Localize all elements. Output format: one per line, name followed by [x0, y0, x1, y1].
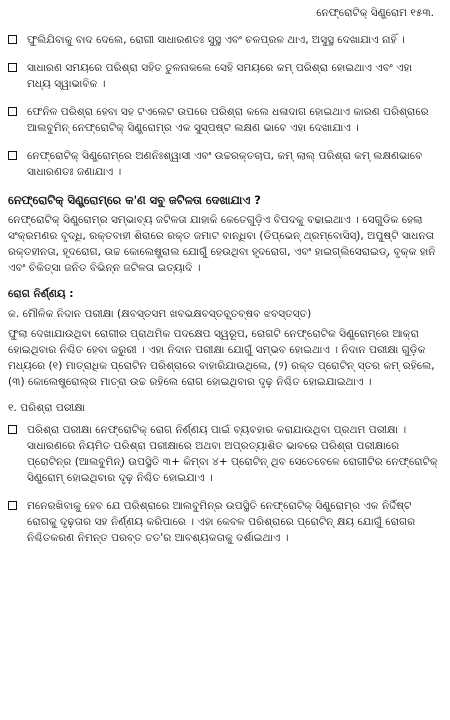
bullet-text: ସାଧାରଣ ସମୟରେ ପରିଶ୍ରା ସହିତ ତୁଳନାକଲେ ସେହି ସମୟରେ କମ୍ ପରିଶ୍ରା ହୋଇଥାଏ ଏବଂ ଏହା ମଧ୍ୟ ସ୍ୱାଭାବିକ ।: [27, 62, 413, 90]
checkbox-bullet-icon: [8, 425, 17, 434]
bullet-text: ନେଫ୍ରୋଟିକ୍ ସିଣ୍ଡ୍ରୋମ୍‌ରେ ଅଣନିଃଶ୍ୱାସୀ ଏବଂ ଉଚ୍ଚରକ୍ତଚାପ, କମ୍ ଲାଲ୍ ପରିଶ୍ରା କମ୍ ଲକ୍ଷଣଭାବେ ସାଧାରଣତଃ ଜଣାଯାଏ ।: [27, 150, 423, 178]
bullet-item: [8, 498, 438, 546]
bullet-text: ଫୁଲିଯିବାକୁ ବାଦ ଦେଲେ, ରୋଗୀ ସାଧାରଣତଃ ସୁସ୍ଥ ଏବଂ ଚଳପ୍ରଳ ଥାଏ, ଅସୁସ୍ଥ ଦେଖାଯାଏ ନାହିଁ ।: [27, 34, 405, 46]
bullet-item: [8, 104, 438, 136]
bullet-text: ଫେନିଳ ପରିଶ୍ରା ହେବା ସହ ଟଏଲେଟ ଉପରେ ପରିଶ୍ରା କଲେ ଧଳାଦାଗ ହୋଇଥାଏ କାରଣ ପରିଶ୍ରାରେ ଆଲବୁମିନ୍ ନେଫ୍ରୋଟିକ୍ ସିଣ୍ଡ୍ରୋମ୍‌ର ଏକ ସୁସ୍ପଷ୍ଟ ଲକ୍ଷଣ ଭାବେ ଏହା ଦେଖାଯାଏ ।: [27, 106, 429, 134]
bullet-item: [8, 60, 438, 92]
urine-test-heading: ୧. ପରିଶ୍ରା ପରୀକ୍ଷା: [8, 402, 86, 414]
checkbox-bullet-icon: [8, 63, 17, 72]
bullet-item: [8, 422, 438, 486]
diagnosis-heading: ରୋଗ ନିର୍ଣ୍ଣୟ :: [8, 288, 74, 300]
diagnosis-subheading: କ. ମୌଳିକ ନିଦାନ ପରୀକ୍ଷା (କ୍ଷବସ୍ତସମ ଖବଭକ୍ଷବସ୍ତବ୍ସ୍ତବ୍ଷବ ଝବସ୍ତସ୍ତ): [8, 308, 312, 320]
bullet-item: [8, 32, 438, 48]
complications-heading: ନେଫ୍ରୋଟିକ୍ ସିଣ୍ଡ୍ରୋମ୍‌ରେ କ'ଣ ସବୁ ଜଟିଳତା ଦେଖାଯାଏ ?: [8, 193, 261, 207]
checkbox-bullet-icon: [8, 35, 17, 44]
checkbox-bullet-icon: [8, 151, 17, 160]
checkbox-bullet-icon: [8, 107, 17, 116]
bullet-item: [8, 148, 438, 180]
complications-paragraph: ନେଫ୍ରୋଟିକ୍ ସିଣ୍ଡ୍ରୋମ୍‌ର ସମ୍ଭାବ୍ୟ ଜଟିଳତା ଯାହାକି କେତେଗୁଡ଼ିଏ ବିପଦକୁ ବଢାଇଥାଏ । ସେଗୁଡିକ ହେଲା ସଂକ୍ରମଣର ବୃଦ୍ଧି, ରକ୍ତବାହୀ ଶିରାରେ ରକ୍ତ ଜମାଟ ବାନ୍ଧିବା (ଡିପ୍‌ଭେନ୍ ଥ୍ରମ୍ବୋସିସ୍), ଅପୁଷ୍ଟି ସାଧନତା ରକ୍ତହୀନତା, ହୃଦରୋଗ, ଉଚ୍ଚ କୋଲେଷ୍ଟ୍ରାଲ ଯୋଗୁଁ ହେଉଥିବା ହୃଦରୋଗ, ଏବଂ ହାଇଗ୍ଲିସେରାଇଡ୍, ବୃକ୍କ ହାନି ଏବଂ ଚିକିତ୍ସା ଜନିତ ବିଭିନ୍ନ ଜଟିଳତା ଇତ୍ୟାଦି ।: [8, 214, 436, 274]
checkbox-bullet-icon: [8, 501, 17, 510]
diagnosis-paragraph: ଫୁଲା ଦେଖାଯାଉଥିବା ରୋଗୀର ପ୍ରାଥମିକ ପଦକ୍ଷେପ ସ୍ୱରୂପ, ରୋଗଟି ନେଫ୍ରୋଟିକ ସିଣ୍ଡ୍ରୋମ୍‌ରେ ଆକ୍ରା ହୋଇଥିବାର ନିଶ୍ଚିତ ହେବା ଜରୁରୀ । ଏହା ନିଦାନ ପରୀକ୍ଷା ଯୋଗୁଁ ସମ୍ଭବ ହୋଇଥାଏ । ନିଦାନ ପରୀକ୍ଷା ଗୁଡ଼ିକ ମଧ୍ୟରେ (୧) ମାତ୍ରାଧିକ ପ୍ରୋଟିନ ପରିଶ୍ରାରେ ବାହାରିଯାଉଥିଲେ, (୨) ରକ୍ତ ପ୍ରୋଟିନ୍ ସ୍ତର କମ୍ ରହିଲେ, (୩) କୋଲେଷ୍ଟ୍ରୋଲ୍‌ର ମାତ୍ରା ଉଚ୍ଚ ରହିଲେ ରୋଗ ହୋଇଥିବାର ଦୃଢ଼ ନିଶ୍ଚିତ ହୋଇଯାଇଥାଏ ।: [8, 328, 435, 388]
bullet-text: ପରିଶ୍ରା ପରୀକ୍ଷା ନେଫ୍ରୋଟିକ୍ ରୋଗ ନିର୍ଣ୍ଣୟ ପାଇଁ ବ୍ୟବହାର କରାଯାଉଥିବା ପ୍ରଥମ ପରୀକ୍ଷା । ସାଧାରଣରେ ନିୟମିତ ପରିଶ୍ରା ପରୀକ୍ଷାରେ ଅଥବା ଅପ୍ରତ୍ୟାଶିତ ଭାବରେ ପରିଶ୍ରା ପରୀକ୍ଷାରେ ପ୍ରୋଟିନ୍‌ର (ଆଲବୁମିନ୍) ଉପସ୍ଥିତି ୩+ କିମ୍ବା ୪+ ପ୍ରୋଟିନ୍ ଥିବ ସେତେବେଳେ ରୋଗୀଟିର ନେଫ୍ରୋଟିକ୍ ସିଣ୍ଡ୍ରୋମ୍ ହୋଇଥିବାର ଦୃଢ଼ ନିଶ୍ଚିତ ହୋଇଯାଏ ।: [27, 424, 438, 484]
bullet-text: ମନେରଖିବାକୁ ହେବ ଯେ ପରିଶ୍ରାରେ ଆଲବୁମିନ୍‌ର ଉପସ୍ଥିତି ନେଫ୍ରୋଟିକ୍ ସିଣ୍ଡ୍ରୋମ୍‌ର ଏକ ନିର୍ଦ୍ଦିଷ୍ଟ ରୋଗକୁ ଦୃଢ଼ତାର ସହ ନିର୍ଣ୍ଣୟ କରିପାରେ । ଏହା କେବଳ ପରିଶ୍ରାରେ ପ୍ରୋଟିନ୍ କ୍ଷୟ ଯୋଗୁଁ ରୋଗର ନିଶ୍ଚିତକରଣ ନିମନ୍ତ ପରବ୍ତ ତତ'ର ଆବଶ୍ୟକତାକୁ ଦର୍ଶାଇଥାଏ ।: [27, 500, 416, 544]
running-header: ନେଫ୍ରୋଟିକ୍ ସିଣ୍ଡ୍ରୋମ ୧୫୩.: [316, 7, 434, 19]
